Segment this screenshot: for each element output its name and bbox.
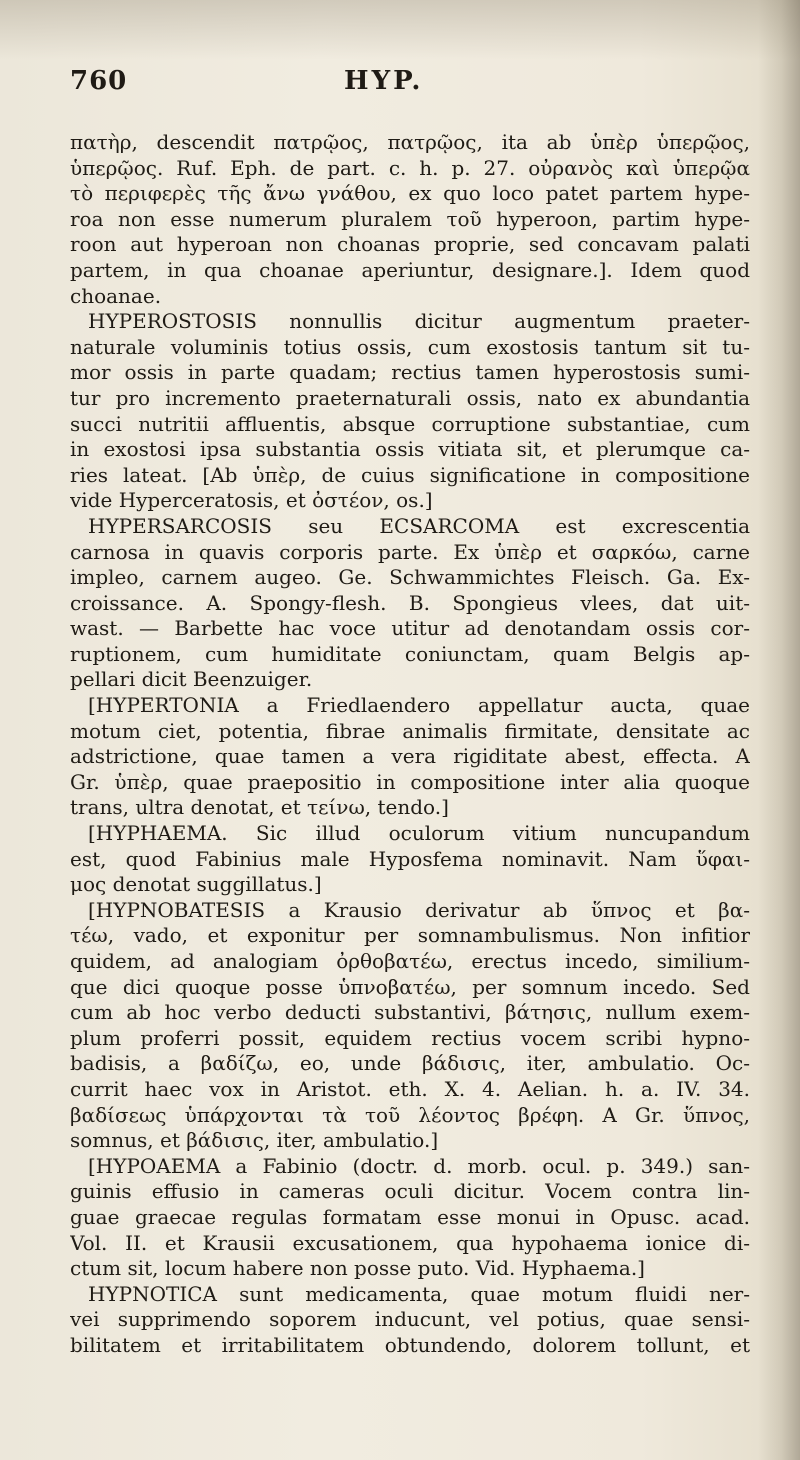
entry-heading-line: HYPEROSTOSIS nonnullis dicitur augmentum praeter-	[88, 309, 750, 334]
text-line: ruptionem, cum humiditate coniunctam, quam Belgis ap-	[70, 641, 750, 666]
text-line: partem, in qua choanae aperiuntur, designare.]. Idem quod	[70, 257, 750, 282]
text-line: πατὴρ, descendit πατρῷος, πατρῷος, ita ab ὑπὲρ ὑπερῷος,	[70, 130, 750, 154]
text-line: croissance. A. Spongy-flesh. B. Spongieus vlees, dat uit-	[70, 590, 750, 615]
text-line: τέω, vado, et exponitur per somnambulismus. Non infitior	[70, 923, 750, 948]
text-line: vide Hyperceratosis, et ὀστέον, os.]	[70, 488, 433, 513]
text-line: quidem, ad analogiam ὀρθοβατέω, erectus incedo, similium-	[70, 949, 750, 973]
text-line: succi nutritii affluentis, absque corruptione substantiae, cum	[70, 411, 750, 436]
text-line: plum proferri possit, equidem rectius vocem scribi hypno-	[70, 1025, 750, 1050]
page-header	[70, 66, 730, 106]
text-line: Vol. II. et Krausii excusationem, qua hypohaema ionice di-	[70, 1230, 750, 1255]
text-line: roa non esse numerum pluralem τοῦ hyperoon, partim hype-	[70, 206, 750, 231]
text-line: motum ciet, potentia, fibrae animalis firmitate, densitate ac	[70, 718, 750, 743]
text-line: impleo, carnem augeo. Ge. Schwammichtes Fleisch. Ga. Ex-	[70, 565, 750, 590]
entry-heading-line: HYPERSARCOSIS seu ECSARCOMA est excrescentia	[88, 513, 750, 538]
text-line: pellari dicit Beenzuiger.	[70, 667, 313, 692]
text-line: trans, ultra denotat, et τείνω, tendo.]	[70, 795, 449, 820]
running-head: HYP.	[344, 66, 424, 96]
text-line: currit haec vox in Aristot. eth. X. 4. Aelian. h. a. IV. 34.	[70, 1076, 750, 1101]
text-line: carnosa in quavis corporis parte. Ex ὑπὲρ et σαρκόω, carne	[70, 539, 750, 564]
entry-heading-line: [HYPNOBATESIS a Krausio derivatur ab ὕπνος et βα-	[88, 897, 750, 922]
entry-heading-line: [HYPHAEMA. Sic illud oculorum vitium nuncupandum	[88, 821, 750, 846]
text-line: Gr. ὑπὲρ, quae praepositio in compositione inter alia quoque	[70, 769, 750, 794]
text-line: μος denotat suggillatus.]	[70, 872, 322, 897]
text-line: τὸ περιφερὲς τῆς ἄνω γνάθου, ex quo loco patet partem hype-	[70, 181, 750, 206]
text-line: wast. — Barbette hac voce utitur ad denotandam ossis cor-	[70, 616, 750, 641]
text-line: ὑπερῷος. Ruf. Eph. de part. c. h. p. 27. οὐρανὸς καὶ ὑπερῷα	[70, 155, 750, 180]
text-line: que dici quoque posse ὑπνοβατέω, per somnum incedo. Sed	[70, 974, 750, 999]
text-line: naturale voluminis totius ossis, cum exostosis tantum sit tu-	[70, 334, 750, 359]
text-line: mor ossis in parte quadam; rectius tamen hyperostosis sumi-	[70, 360, 750, 385]
entry-heading-line: [HYPERTONIA a Friedlaendero appellatur aucta, quae	[88, 693, 750, 718]
text-line: ries lateat. [Ab ὑπὲρ, de cuius significatione in compositione	[70, 462, 750, 487]
text-line: ctum sit, locum habere non posse puto. Vid. Hyphaema.]	[70, 1256, 645, 1281]
text-line: roon aut hyperoan non choanas proprie, sed concavam palati	[70, 232, 750, 257]
page-edge-shadow	[758, 0, 800, 1460]
text-line: cum ab hoc verbo deducti substantivi, βάτησις, nullum exem-	[70, 1000, 750, 1025]
text-line: badisis, a βαδίζω, eo, unde βάδισις, iter, ambulatio. Oc-	[70, 1051, 750, 1076]
entry-heading-line: HYPNOTICA sunt medicamenta, quae motum fluidi ner-	[88, 1281, 750, 1306]
text-line: bilitatem et irritabilitatem obtundendo, dolorem tollunt, et	[70, 1332, 750, 1357]
top-shadow	[0, 0, 800, 60]
text-line: in exostosi ipsa substantia ossis vitiata sit, et plerumque ca-	[70, 437, 750, 462]
text-line: guinis effusio in cameras oculi dicitur. Vocem contra lin-	[70, 1179, 750, 1204]
text-line: adstrictione, quae tamen a vera rigiditate abest, effecta. A	[70, 744, 750, 769]
text-line: somnus, et βάδισις, iter, ambulatio.]	[70, 1128, 439, 1153]
entry-heading-line: [HYPOAEMA a Fabinio (doctr. d. morb. ocul. p. 349.) san-	[88, 1153, 750, 1178]
text-line: est, quod Fabinius male Hyposfema nominavit. Nam ὕφαι-	[70, 846, 750, 871]
page-number: 760	[70, 66, 128, 96]
text-line: vei supprimendo soporem inducunt, vel potius, quae sensi-	[70, 1307, 750, 1332]
text-line: tur pro incremento praeternaturali ossis, nato ex abundantia	[70, 385, 750, 410]
text-line: βαδίσεως ὑπάρχονται τὰ τοῦ λέοντος βρέφη. A Gr. ὕπνος,	[70, 1102, 750, 1127]
text-line: choanae.	[70, 283, 162, 308]
dictionary-text	[70, 130, 750, 1359]
text-line: guae graecae regulas formatam esse monui in Opusc. acad.	[70, 1204, 750, 1229]
